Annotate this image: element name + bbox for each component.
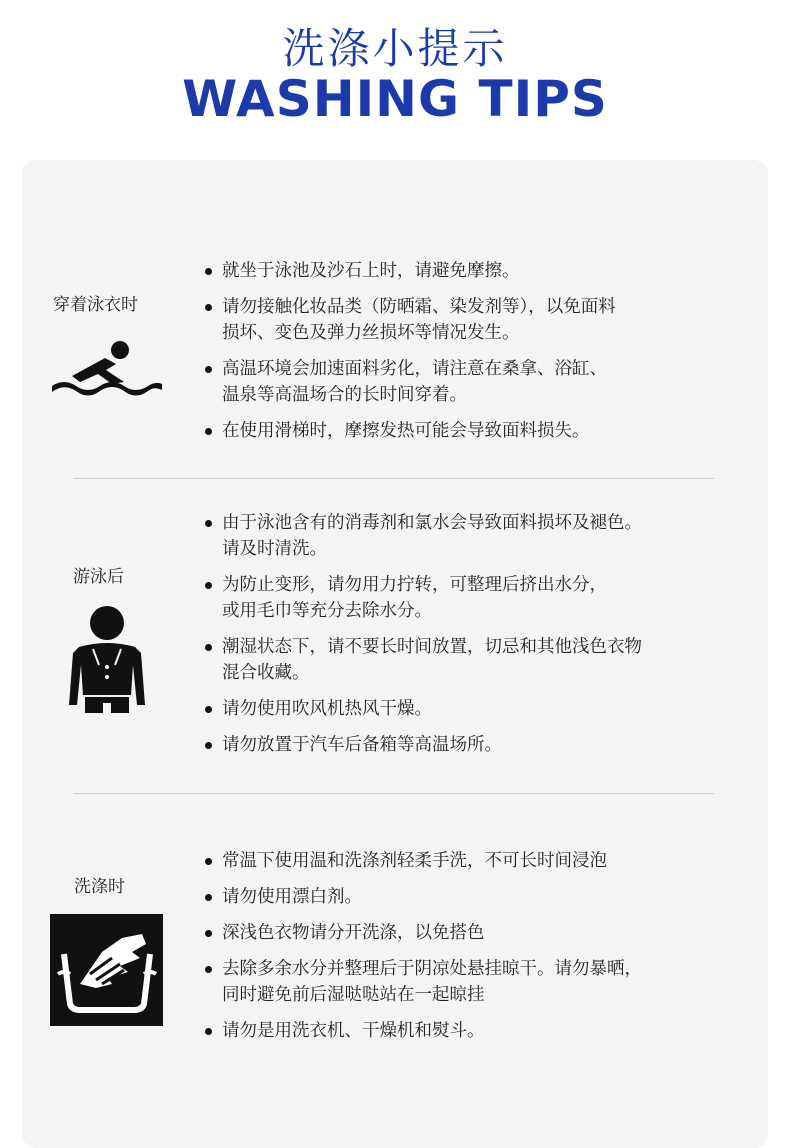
list-item: 由于泳池含有的消毒剂和氯水会导致面料损坏及褪色。 请及时清洗。 xyxy=(202,510,762,562)
list-item: 请勿使用漂白剂。 xyxy=(202,884,762,910)
list-item: 高温环境会加速面料劣化，请注意在桑拿、浴缸、 温泉等高温场合的长时间穿着。 xyxy=(202,356,762,408)
hand-wash-icon xyxy=(50,914,163,1026)
swimmer-icon xyxy=(50,338,164,408)
list-item: 请勿接触化妆品类（防晒霜、染发剂等），以免面料 损坏、变色及弹力丝损坏等情况发生。 xyxy=(202,294,762,346)
list-item: 请勿是用洗衣机、干燥机和熨斗。 xyxy=(202,1018,762,1044)
bullet-list xyxy=(202,848,762,1054)
list-item: 深浅色衣物请分开洗涤，以免搭色 xyxy=(202,920,762,946)
page-title-cn: 洗涤小提示 xyxy=(282,24,508,73)
list-item: 潮湿状态下，请不要长时间放置，切忌和其他浅色衣物 混合收藏。 xyxy=(202,634,762,686)
section-label: 游泳后 xyxy=(73,567,124,587)
list-item: 去除多余水分并整理后于阴凉处悬挂晾干。请勿暴晒， 同时避免前后湿哒哒站在一起晾挂 xyxy=(202,956,762,1008)
list-item: 就坐于泳池及沙石上时，请避免摩擦。 xyxy=(202,258,762,284)
list-item: 请勿放置于汽车后备箱等高温场所。 xyxy=(202,732,762,758)
page-title-en: WASHING TIPS xyxy=(182,70,608,128)
divider xyxy=(74,793,714,794)
list-item: 在使用滑梯时，摩擦发热可能会导致面料损失。 xyxy=(202,418,762,444)
tips-card xyxy=(22,160,768,1148)
person-icon xyxy=(67,605,147,725)
section-label: 穿着泳衣时 xyxy=(53,295,138,315)
divider xyxy=(74,478,714,479)
bullet-list xyxy=(202,258,762,454)
list-item: 为防止变形，请勿用力拧转，可整理后挤出水分， 或用毛巾等充分去除水分。 xyxy=(202,572,762,624)
list-item: 常温下使用温和洗涤剂轻柔手洗，不可长时间浸泡 xyxy=(202,848,762,874)
list-item: 请勿使用吹风机热风干燥。 xyxy=(202,696,762,722)
section-label: 洗涤时 xyxy=(74,877,125,897)
bullet-list xyxy=(202,510,762,768)
